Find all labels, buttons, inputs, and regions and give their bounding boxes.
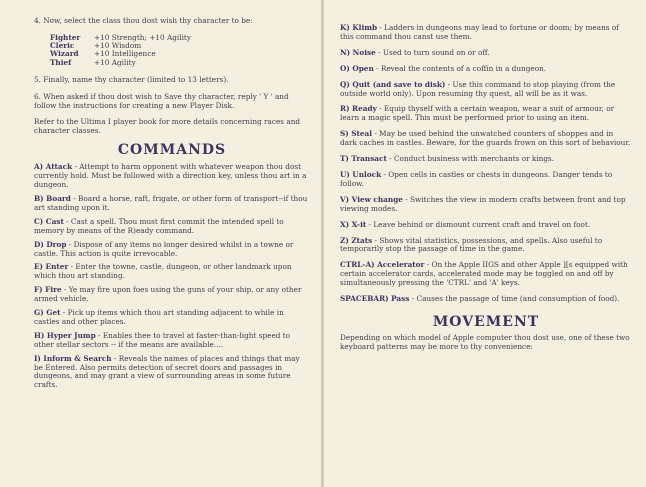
command-key: H) Hyper Jump <box>34 330 96 340</box>
command-key: N) Noise <box>340 47 376 57</box>
command-desc: - Enables thee to travel at faster-than-light speed to other stellar sectors -- if the means are available.... <box>34 330 291 349</box>
command-key: D) Drop <box>34 239 67 249</box>
command-key: I) Inform & Search <box>34 353 112 363</box>
command-key: O) Open <box>340 63 374 73</box>
command-key: S) Steal <box>340 129 373 139</box>
class-name: Wizard <box>50 49 79 59</box>
command-desc: - Shows vital statistics, possessions, and spells. Also useful to temporarily stop the passage of time in the game. <box>340 235 603 254</box>
command-desc: - Causes the passage of time (and consumption of food). <box>409 294 620 304</box>
command-key: V) View change <box>340 194 403 204</box>
command-key: B) Board <box>34 193 71 203</box>
command-hyper-jump <box>34 332 310 350</box>
command-desc: - Ye may fire upon foes using the guns of your ship, or any other armed vehicle. <box>34 285 302 304</box>
command-desc: - Pick up items which thou art standing adjacent to while in castles and other places. <box>34 308 284 326</box>
class-name: Thief <box>50 57 72 67</box>
command-key: CTRL-A) Accelerator <box>340 260 425 270</box>
command-board <box>34 195 310 213</box>
class-bonus: +10 Intelligence <box>94 49 156 59</box>
step-6: 6. When asked if thou dost wish to Save thy character, reply ' Y ' and follow the instructions for creating a new Player Disk. <box>34 91 289 110</box>
command-klimb <box>340 24 632 42</box>
reference-note: Refer to the Ultima I player book for more details concerning races and character classes. <box>34 117 301 136</box>
class-table <box>50 34 310 67</box>
commands-heading: COMMANDS <box>117 142 227 159</box>
command-desc: - Switches the view in modern crafts between front and top viewing modes. <box>340 194 626 213</box>
command-desc: - Leave behind or dismount current craft and travel on foot. <box>366 219 591 229</box>
command-key: Z) Ztats <box>340 235 373 245</box>
command-desc: - Attempt to harm opponent with whatever weapon thou dost currently hold. Must be followed with a direction key, unless thou art in a dungeon. <box>34 162 307 190</box>
command-desc: - Reveals the names of places and things that may be Entered. Also permits detection of secret doors and passages in dungeons, and may grant a view of surrounding areas in some future crafts. <box>34 353 300 390</box>
command-desc: - Dispose of any items no longer desired whilst in a towne or castle. This action is quite irrevocable. <box>34 239 294 258</box>
step-5: 5. Finally, name thy character (limited to 13 letters). <box>34 74 229 84</box>
class-bonus: +10 Agility <box>94 57 136 67</box>
command-transact <box>340 155 632 164</box>
command-desc: - Reveal the contents of a coffin in a dungeon. <box>373 63 547 73</box>
command-open <box>340 65 632 74</box>
command-key: C) Cast <box>34 216 64 226</box>
left-page <box>0 0 322 487</box>
command-desc: - Used to turn sound on or off. <box>375 47 490 57</box>
command-enter <box>34 263 310 281</box>
command-key: Q) Quit (and save to disk) <box>340 79 446 89</box>
command-desc: - Conduct business with merchants or kings. <box>386 154 555 164</box>
class-bonus: +10 Wisdom <box>94 41 142 51</box>
command-desc: - On the Apple IIGS and other Apple ][s equipped with certain accelerator cards, accelerated mode may be toggled on and off by simultaneously pressing the 'CTRL' and 'A' keys. <box>340 260 628 288</box>
command-view-change <box>340 196 632 214</box>
command-desc: - May be used behind the unwatched counters of shoppes and in dark caches in castles. Beware, for the guards frown on this sort of behaviour. <box>340 129 631 148</box>
command-desc: - Use this command to stop playing (from the outside world only). Upon resuming thy quest, all will be as it was. <box>340 79 616 98</box>
command-key: U) Unlock <box>340 169 382 179</box>
command-cast <box>34 218 310 236</box>
command-steal <box>340 130 632 148</box>
command-unlock <box>340 171 632 189</box>
command-desc: - Cast a spell. Thou must first commit the intended spell to memory by means of the R)eady command. <box>34 216 284 235</box>
command-noise <box>340 49 632 58</box>
step-4: 4. Now, select the class thou dost wish thy character to be: <box>34 16 253 25</box>
command-key: SPACEBAR) Pass <box>340 294 410 304</box>
command-get <box>34 309 310 327</box>
command-ready <box>340 105 632 123</box>
command-desc: - Ladders in dungeons may lead to fortune or doom; by means of this command thou canst use them. <box>340 23 619 41</box>
command-key: X) X-it <box>340 219 367 229</box>
command-ztats <box>340 237 632 255</box>
command-x-it <box>340 221 632 230</box>
command-desc: - Board a horse, raft, frigate, or other form of transport--if thou art standing upon it. <box>34 193 308 212</box>
command-quit <box>340 81 632 99</box>
command-key: R) Ready <box>340 104 377 114</box>
right-page <box>324 0 646 487</box>
command-attack <box>34 163 310 190</box>
command-accelerator <box>340 261 632 288</box>
command-key: K) Klimb <box>340 23 378 32</box>
command-key: E) Enter <box>34 262 69 272</box>
command-key: G) Get <box>34 308 61 318</box>
command-fire <box>34 286 310 304</box>
class-bonus: +10 Strength; +10 Agility <box>94 32 191 42</box>
command-desc: - Open cells in castles or chests in dungeons. Danger tends to follow. <box>340 169 613 188</box>
command-pass <box>340 295 632 304</box>
command-drop <box>34 241 310 259</box>
movement-text: Depending on which model of Apple computer thou dost use, one of these two keyboard patterns may be more to thy convenience: <box>340 332 630 351</box>
command-key: T) Transact <box>340 154 387 164</box>
class-name: Fighter <box>50 32 81 42</box>
command-inform-search <box>34 355 310 391</box>
command-desc: - Enter the towne, castle, dungeon, or other landmark upon which thou art standing. <box>34 262 292 281</box>
movement-heading: MOVEMENT <box>432 313 540 330</box>
command-desc: - Equip thyself with a certain weapon, wear a suit of armour, or learn a magic spell. This must be performed prior to using an item. <box>340 104 615 123</box>
command-key: F) Fire <box>34 285 62 295</box>
command-key: A) Attack <box>34 162 73 172</box>
class-name: Cleric <box>50 41 75 51</box>
